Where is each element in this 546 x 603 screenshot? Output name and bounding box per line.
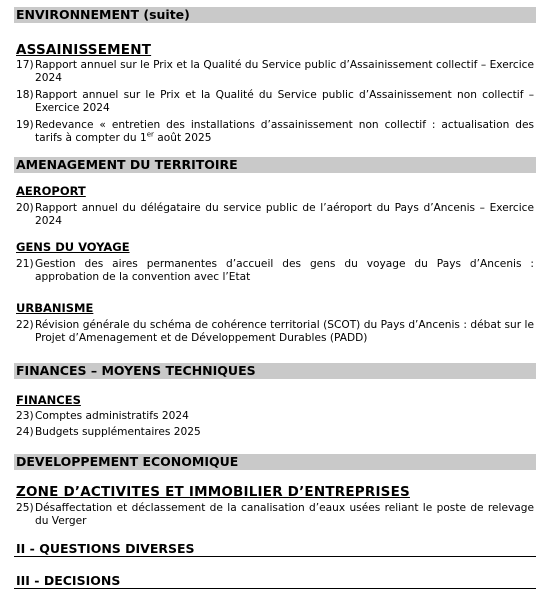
item-number: 17) — [16, 59, 34, 71]
agenda-item-19 — [16, 119, 534, 144]
subsection-finances: FINANCES — [16, 393, 81, 407]
item-text: Comptes administratifs 2024 — [35, 410, 189, 422]
item-number: 18) — [16, 89, 34, 101]
agenda-item-23 — [16, 410, 534, 423]
item-text: Désaffectation et déclassement de la canalisation d’eaux usées reliant le poste de relevage du Verger — [35, 502, 534, 527]
item-text: Rapport annuel sur le Prix et la Qualité du Service public d’Assainissement non collectif – Exercice 2024 — [35, 89, 534, 114]
part-decisions: III - DECISIONS — [14, 573, 536, 589]
agenda-item-22 — [16, 319, 534, 344]
subsection-urbanisme: URBANISME — [16, 301, 94, 315]
subsection-zone-activites: ZONE D’ACTIVITES ET IMMOBILIER D’ENTREPRISES — [16, 484, 410, 500]
item-number: 20) — [16, 202, 34, 214]
part-questions-diverses: II - QUESTIONS DIVERSES — [14, 541, 536, 557]
item-text: Redevance « entretien des installations d’assainissement non collectif : actualisation des tarifs à compter du 1er août 2025 — [35, 119, 534, 144]
section-header-amenagement: AMENAGEMENT DU TERRITOIRE — [14, 157, 536, 173]
agenda-item-17 — [16, 59, 534, 84]
section-header-developpement: DEVELOPPEMENT ECONOMIQUE — [14, 454, 536, 470]
item-number: 24) — [16, 426, 34, 438]
agenda-item-18 — [16, 89, 534, 114]
section-header-finances: FINANCES – MOYENS TECHNIQUES — [14, 363, 536, 379]
subsection-gens-du-voyage: GENS DU VOYAGE — [16, 240, 130, 254]
item-number: 21) — [16, 258, 34, 270]
item-number: 19) — [16, 119, 34, 131]
agenda-item-25 — [16, 502, 534, 527]
item-number: 22) — [16, 319, 34, 331]
agenda-item-20 — [16, 202, 534, 227]
agenda-item-24 — [16, 426, 534, 439]
item-number: 23) — [16, 410, 34, 422]
section-header-environnement: ENVIRONNEMENT (suite) — [14, 7, 536, 23]
item-text: Rapport annuel du délégataire du service public de l’aéroport du Pays d’Ancenis – Exercice 2024 — [35, 202, 534, 227]
item-text: Budgets supplémentaires 2025 — [35, 426, 201, 438]
subsection-assainissement: ASSAINISSEMENT — [16, 42, 152, 58]
item-number: 25) — [16, 502, 34, 514]
item-text: Gestion des aires permanentes d’accueil des gens du voyage du Pays d’Ancenis : approbation de la convention avec l’Etat — [35, 258, 534, 283]
subsection-aeroport: AEROPORT — [16, 184, 86, 198]
item-text: Rapport annuel sur le Prix et la Qualité du Service public d’Assainissement collectif – Exercice 2024 — [35, 59, 534, 84]
agenda-item-21 — [16, 258, 534, 283]
item-text: Révision générale du schéma de cohérence territorial (SCOT) du Pays d’Ancenis : débat sur le Projet d’Amenagement et de Développement Durables (PADD) — [35, 319, 534, 344]
